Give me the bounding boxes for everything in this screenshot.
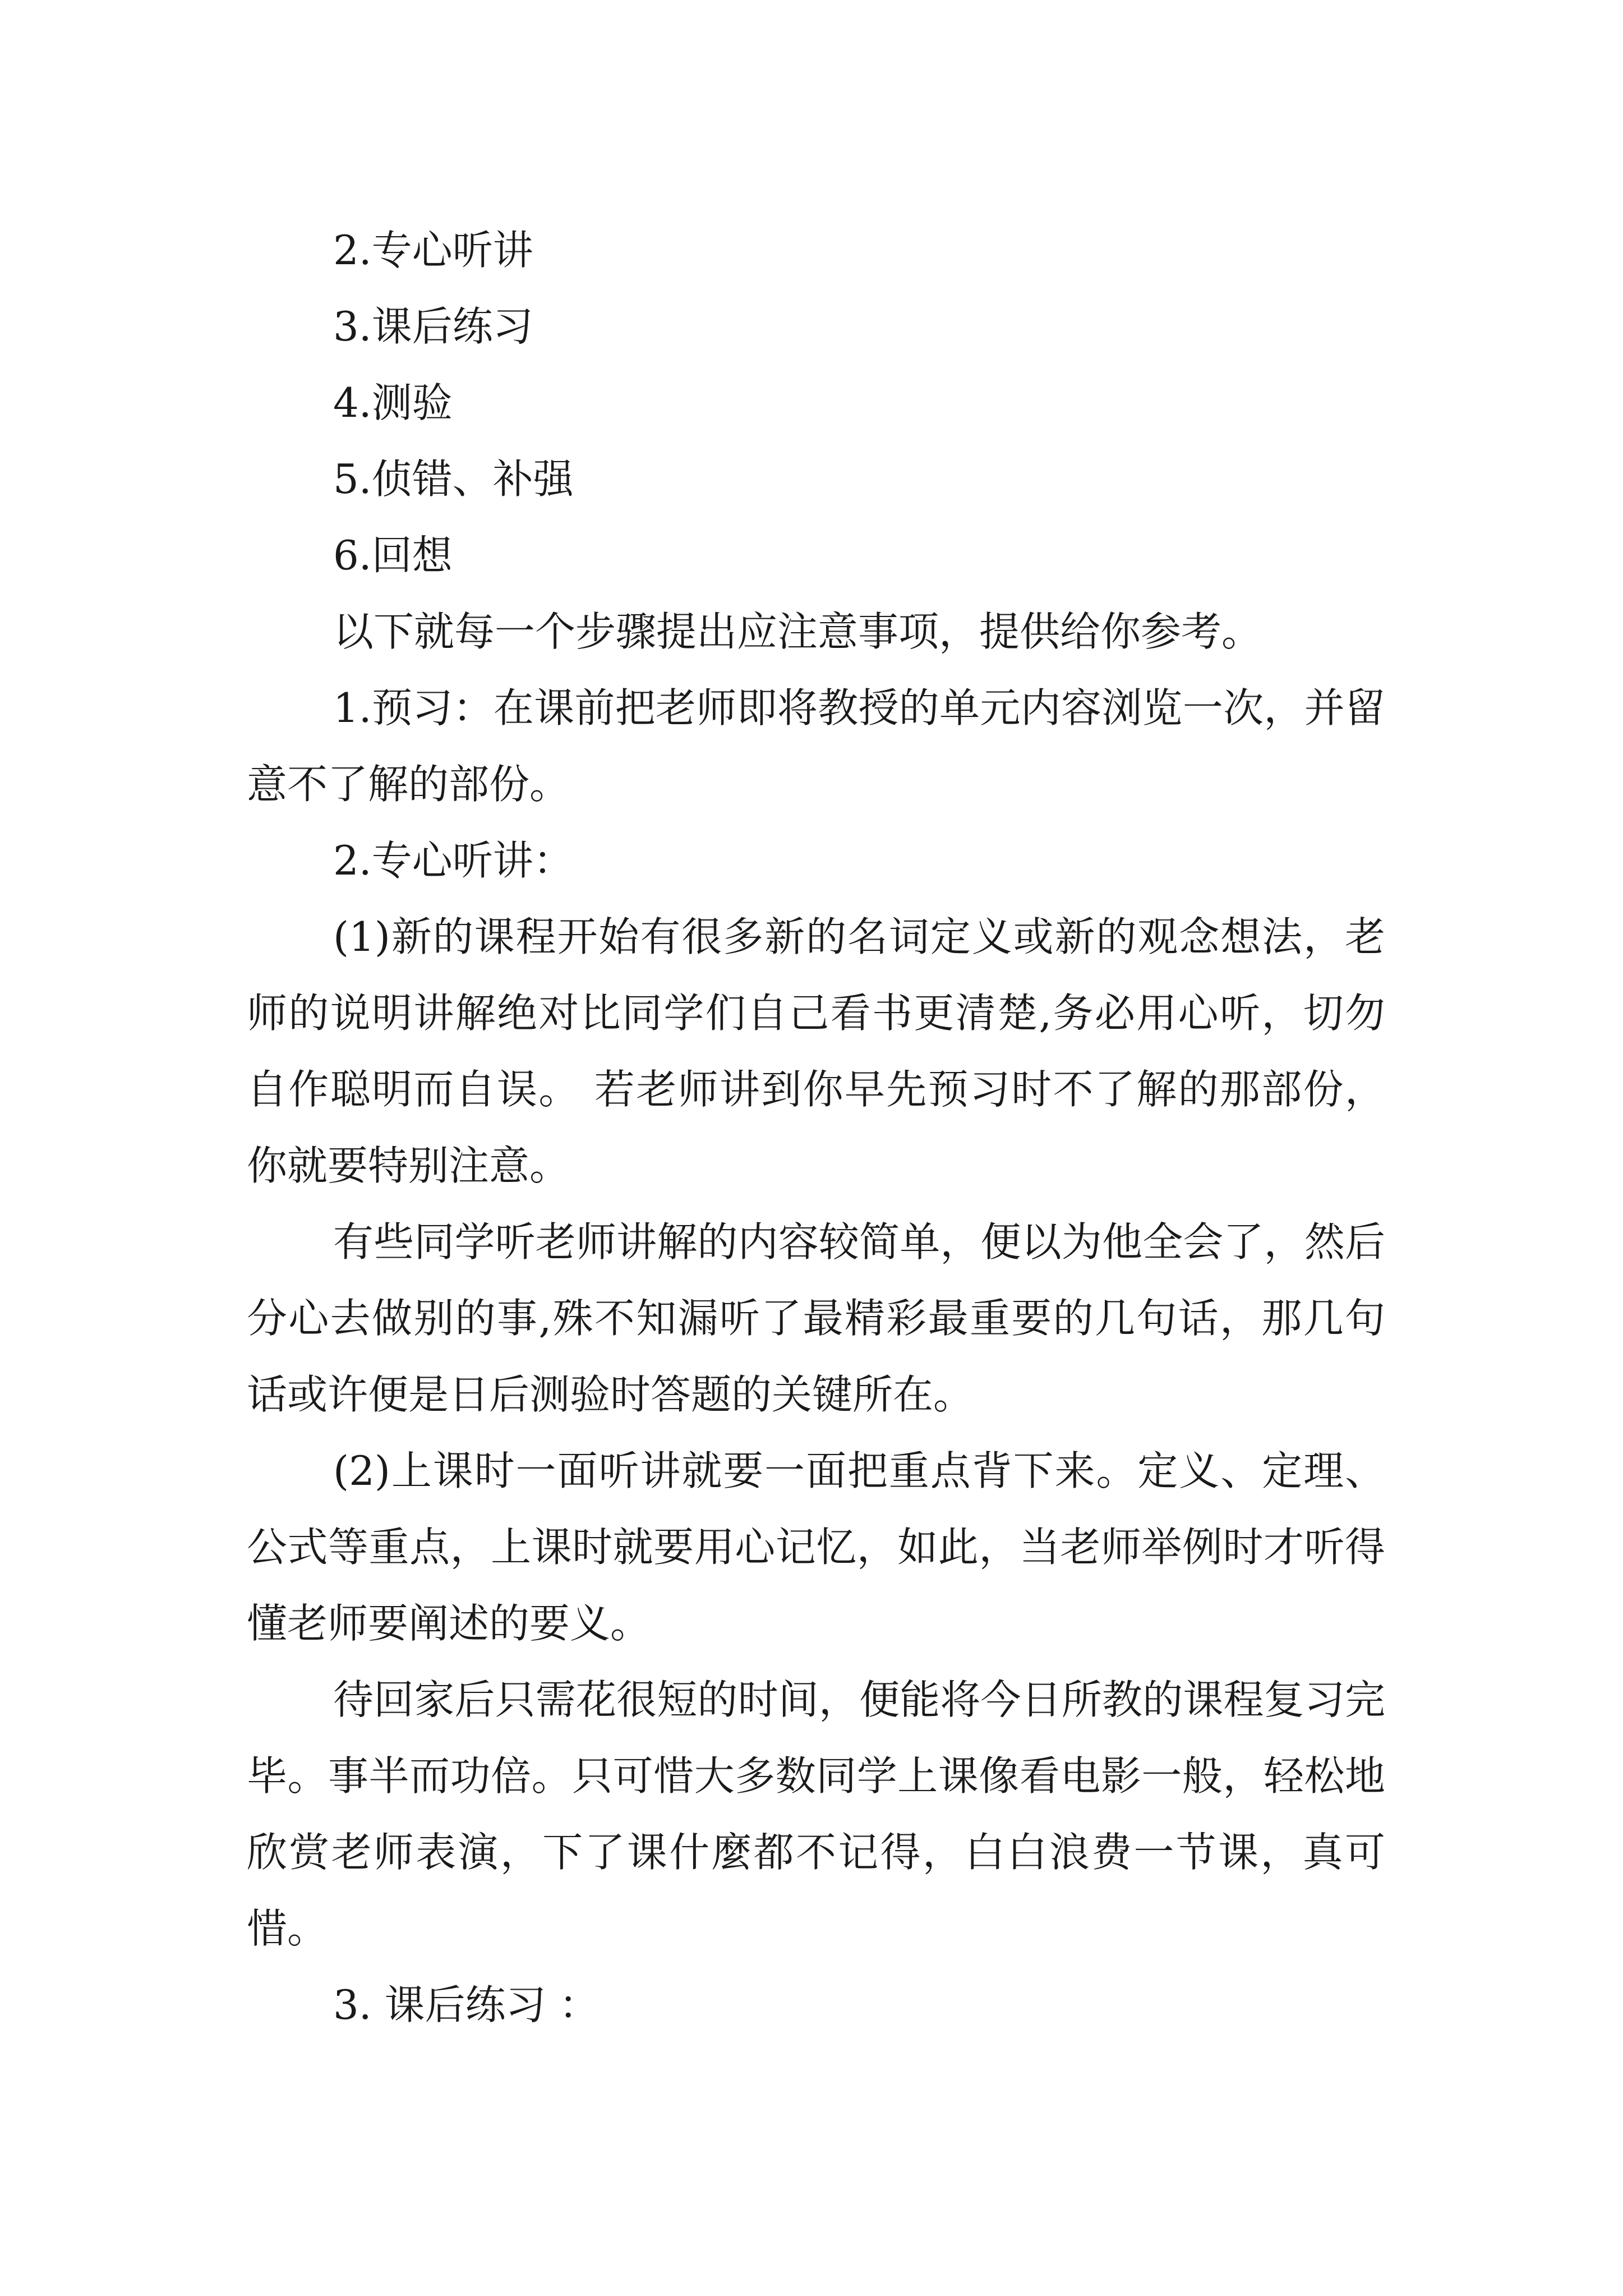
list-item-step-5: 5.侦错、补强 — [333, 455, 574, 503]
list-item-step-2: 2.专心听讲 — [333, 227, 533, 274]
paragraph-review: 待回家后只需花很短的时间，便能将今日所教的课程复习完毕。事半而功倍。只可惜大多数同学上课像看电影一般，轻松地欣赏老师表演，下了课什麼都不记得，白白浪费一节课，真可惜。 — [247, 1676, 1385, 1952]
document-body — [247, 212, 1385, 2043]
heading-practice: 3. 课后练习 ： — [333, 1981, 600, 2028]
paragraph-listen-1: (1)新的课程开始有很多新的名词定义或新的观念想法，老师的说明讲解绝对比同学们自己看书更清楚,务必用心听，切勿自作聪明而自误。 若老师讲到你早先预习时不了解的那部份，你就要特别注意。 — [247, 913, 1385, 1189]
paragraph-preview: 1.预习：在课前把老师即将教授的单元内容浏览一次，并留意不了解的部份。 — [247, 684, 1385, 808]
list-item-step-6: 6.回想 — [333, 532, 453, 579]
intro-paragraph: 以下就每一个步骤提出应注意事项，提供给你参考。 — [333, 608, 1262, 655]
heading-listen: 2.专心听讲： — [333, 837, 574, 884]
list-item-step-4: 4.测验 — [333, 379, 453, 426]
list-item-step-3: 3.课后练习 — [333, 303, 533, 350]
paragraph-listen-2: (2)上课时一面听讲就要一面把重点背下来。定义、定理、公式等重点，上课时就要用心记忆，如此，当老师举例时才听得懂老师要阐述的要义。 — [247, 1447, 1385, 1647]
paragraph-listen-note: 有些同学听老师讲解的内容较简单，便以为他全会了，然后分心去做别的事,殊不知漏听了最精彩最重要的几句话，那几句话或许便是日后测验时答题的关键所在。 — [247, 1218, 1385, 1418]
